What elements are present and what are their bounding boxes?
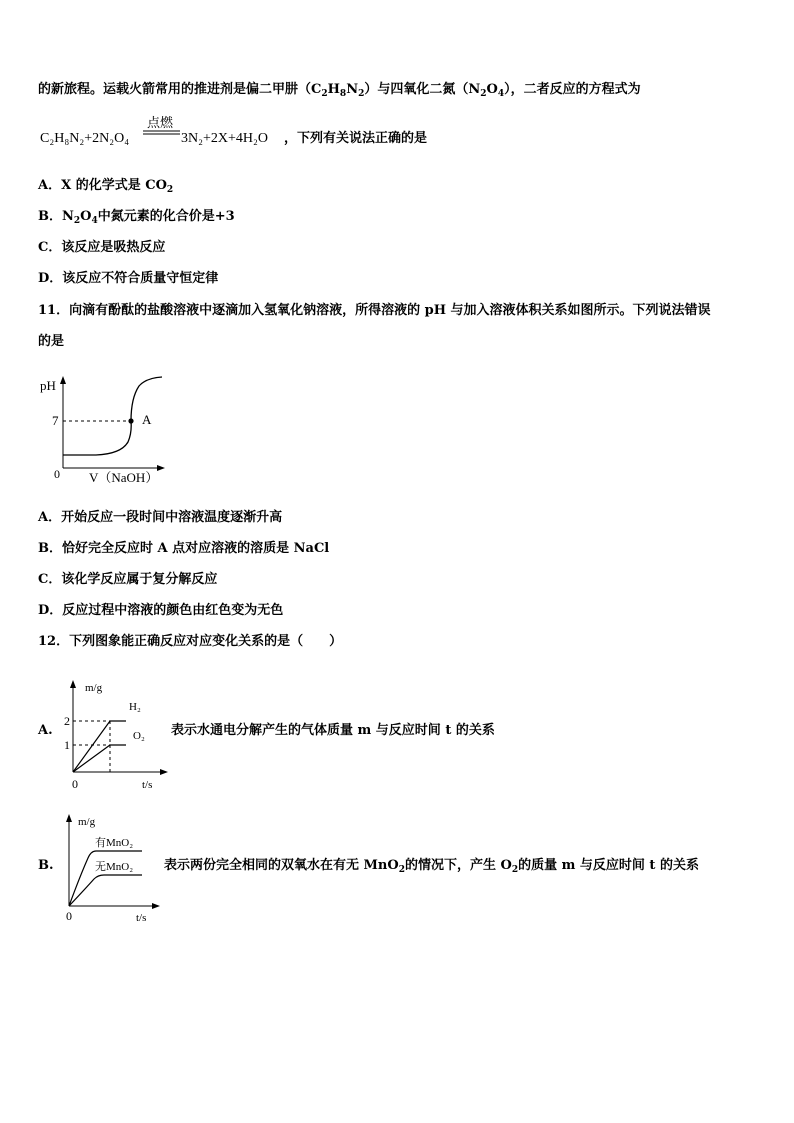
intro-text: O — [486, 82, 498, 97]
origin-label: 0 — [72, 777, 78, 791]
subscript: 2 — [358, 89, 365, 99]
point-a-marker — [128, 418, 133, 423]
option-text: 的质量 m 与反应时间 t 的关系 — [518, 858, 699, 873]
q11-option-d: D．反应过程中溶液的颜色由红色变为无色 — [38, 603, 284, 618]
intro-line — [38, 82, 641, 98]
option-text: A．X 的化学式是 CO — [38, 178, 167, 193]
subscript: 2 — [398, 865, 405, 875]
y-tick-1: 1 — [64, 738, 70, 752]
ph-titration-graph — [36, 368, 176, 490]
origin-label: 0 — [54, 467, 60, 481]
q11-option-b: B．恰好完全反应时 A 点对应溶液的溶质是 NaCl — [38, 541, 330, 556]
y-tick-7: 7 — [52, 413, 59, 428]
option-text: 表示两份完全相同的双氧水在有无 MnO — [164, 858, 399, 873]
y-axis-arrow — [60, 376, 66, 384]
h2-series-label: H₂ — [129, 701, 141, 713]
y-axis-label: pH — [40, 378, 56, 393]
y-axis-arrow — [70, 680, 76, 688]
subscript: 2 — [73, 216, 81, 226]
y-axis-label: m/g — [85, 682, 103, 694]
q12-option-b-letter: B. — [38, 858, 54, 873]
y-axis-label: m/g — [78, 816, 96, 828]
without-mno2-label: 无MnO₂ — [95, 861, 134, 873]
q12-option-a-text: 表示水通电分解产生的气体质量 m 与反应时间 t 的关系 — [171, 723, 495, 738]
option-text: 的情况下，产生 O — [404, 858, 512, 873]
equation-tail: ，下列有关说法正确的是 — [284, 130, 428, 145]
option-text: B．N — [38, 209, 74, 224]
catalyst-graph — [56, 808, 176, 924]
with-mno2-curve — [69, 851, 142, 906]
q10-option-c: C．该反应是吸热反应 — [38, 240, 166, 255]
q12-option-b-text — [164, 858, 699, 874]
q11-option-c: C．该化学反应属于复分解反应 — [38, 572, 218, 587]
q12-option-a-letter: A. — [38, 723, 53, 738]
origin-label: 0 — [66, 909, 72, 923]
subscript: 2 — [321, 89, 328, 99]
intro-text: 的新旅程。运载火箭常用的推进剂是偏二甲肼（C — [38, 82, 322, 97]
subscript: 4 — [497, 89, 505, 99]
intro-text: H — [327, 82, 340, 97]
q11-stem-line1: 11．向滴有酚酞的盐酸溶液中逐滴加入氢氧化钠溶液，所得溶液的 pH 与加入溶液体积关系如图所示。下列说法错误 — [38, 303, 711, 318]
option-text: O — [80, 209, 92, 224]
chemical-equation — [38, 114, 498, 150]
x-axis-label: t/s — [136, 912, 147, 924]
option-text: 中氮元素的化合价是+3 — [97, 209, 235, 224]
o2-series-line — [73, 745, 126, 772]
x-axis-label: V（NaOH） — [89, 470, 159, 485]
y-tick-2: 2 — [64, 714, 70, 728]
o2-series-label: O₂ — [133, 730, 145, 742]
subscript: 8 — [339, 89, 347, 99]
q10-option-a — [38, 178, 173, 194]
y-axis-arrow — [66, 814, 72, 822]
subscript: 2 — [480, 89, 487, 99]
intro-text: N — [346, 82, 359, 97]
h2-series-line — [73, 721, 126, 772]
equation-products: 3N₂+2X+4H₂O — [181, 131, 268, 146]
q12-stem: 12．下列图象能正确反应对应变化关系的是（ ） — [38, 634, 343, 649]
x-axis-arrow — [160, 769, 168, 775]
x-axis-arrow — [152, 903, 160, 909]
with-mno2-label: 有MnO₂ — [95, 837, 134, 849]
q10-option-d: D．该反应不符合质量守恒定律 — [38, 271, 219, 286]
subscript: 2 — [511, 865, 519, 875]
equation-reactants: C₂H₈N₂+2N₂O₄ — [40, 131, 130, 146]
electrolysis-graph — [60, 676, 180, 792]
q11-option-a: A．开始反应一段时间中溶液温度逐渐升高 — [38, 510, 283, 525]
point-a-label: A — [142, 412, 152, 427]
subscript: 2 — [166, 185, 174, 195]
subscript: 4 — [91, 216, 98, 226]
q10-option-b — [38, 209, 235, 225]
intro-text: ）与四氧化二氮（N — [364, 82, 481, 97]
equation-condition: 点燃 — [147, 115, 174, 130]
q11-stem-line2: 的是 — [38, 334, 65, 349]
x-axis-label: t/s — [142, 779, 153, 791]
intro-text: ），二者反应的方程式为 — [504, 82, 641, 97]
without-mno2-curve — [69, 875, 142, 906]
